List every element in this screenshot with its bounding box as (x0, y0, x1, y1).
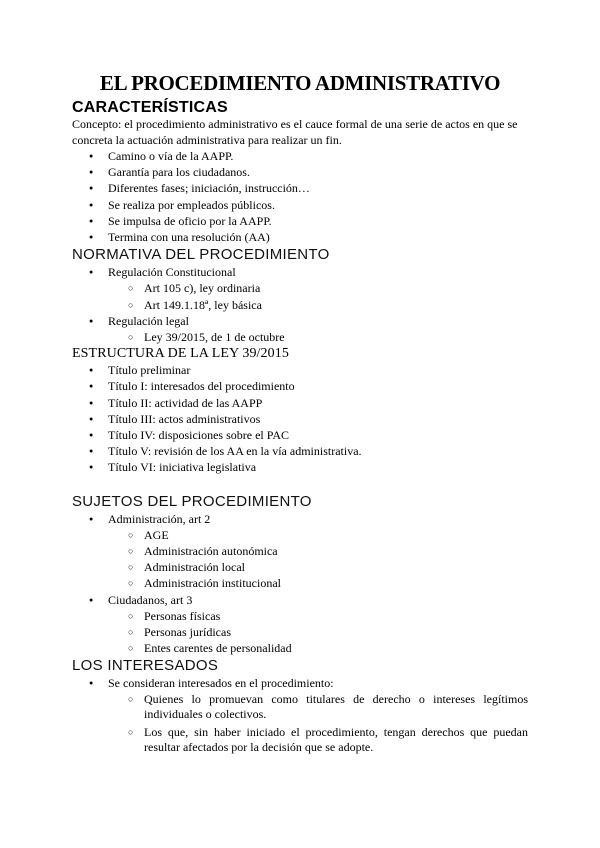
heading-normativa: NORMATIVA DEL PROCEDIMIENTO (72, 246, 330, 264)
list-item: ● Título II: actividad de las AAPP (72, 395, 528, 411)
heading-interesados: LOS INTERESADOS (72, 657, 219, 675)
sub-list-item: ○ Personas físicas (72, 608, 528, 624)
interesados-sublist (72, 692, 528, 756)
sub-list-item: ○ Administración autonómica (72, 543, 528, 559)
heading-estructura: ESTRUCTURA DE LA LEY 39/2015 (72, 346, 289, 362)
normativa-list-2 (72, 313, 528, 329)
sujetos-list (72, 511, 528, 527)
list-item: ● Garantía para los ciudadanos. (72, 164, 528, 180)
list-item: ● Administración, art 2 (72, 511, 528, 527)
list-item: ● Título I: interesados del procedimiento (72, 378, 528, 394)
heading-sujetos: SUJETOS DEL PROCEDIMIENTO (72, 492, 312, 510)
sujetos-list-2 (72, 592, 528, 608)
sub-list-item: ○ Quienes lo promuevan como titulares de derecho o intereses legítimos individuales o colectivos. (72, 692, 528, 723)
interesados-list (72, 675, 528, 691)
list-item: ● Título VI: iniciativa legislativa (72, 459, 528, 475)
sujetos-sublist-2 (72, 608, 528, 657)
list-item: ● Ciudadanos, art 3 (72, 592, 528, 608)
estructura-list (72, 362, 528, 475)
normativa-list (72, 264, 528, 280)
list-item: ● Título preliminar (72, 362, 528, 378)
sub-list-item: ○ Entes carentes de personalidad (72, 640, 528, 656)
sub-list-item: ○ Administración institucional (72, 575, 528, 591)
list-item: ● Diferentes fases; iniciación, instrucción… (72, 180, 528, 196)
normativa-sublist-2 (72, 329, 528, 345)
sujetos-sublist-1 (72, 527, 528, 592)
list-item: ● Termina con una resolución (AA) (72, 229, 528, 245)
spacer (72, 476, 528, 492)
list-item: ● Se realiza por empleados públicos. (72, 197, 528, 213)
sub-list-item: ○ Administración local (72, 559, 528, 575)
caracteristicas-list (72, 148, 528, 245)
sub-list-item: ○ Art 105 c), ley ordinaria (72, 280, 528, 296)
normativa-sublist-1 (72, 280, 528, 312)
list-item: ● Título IV: disposiciones sobre el PAC (72, 427, 528, 443)
list-item: ● Se impulsa de oficio por la AAPP. (72, 213, 528, 229)
sub-list-item: ○ Ley 39/2015, de 1 de octubre (72, 329, 528, 345)
sub-list-item: ○ Art 149.1.18ª, ley básica (72, 297, 528, 313)
sub-list-item: ○ Los que, sin haber iniciado el procedimiento, tengan derechos que puedan resultar afectados por la decisión que se adopte. (72, 725, 528, 756)
list-item: ● Camino o vía de la AAPP. (72, 148, 528, 164)
list-item: ● Regulación legal (72, 313, 528, 329)
list-item: ● Título III: actos administrativos (72, 411, 528, 427)
heading-caracteristicas: CARACTERÍSTICAS (72, 99, 228, 116)
sub-list-item: ○ AGE (72, 527, 528, 543)
list-item: ● Regulación Constitucional (72, 264, 528, 280)
list-item: ● Se consideran interesados en el procedimiento: (72, 675, 528, 691)
list-item: ● Título V: revisión de los AA en la vía administrativa. (72, 443, 528, 459)
concept-paragraph: Concepto: el procedimiento administrativo es el cauce formal de una serie de actos en que se concreta la actuación administrativa para realizar un fin. (72, 117, 518, 147)
sub-list-item: ○ Personas jurídicas (72, 624, 528, 640)
document-title: EL PROCEDIMIENTO ADMINISTRATIVO (99, 71, 501, 95)
